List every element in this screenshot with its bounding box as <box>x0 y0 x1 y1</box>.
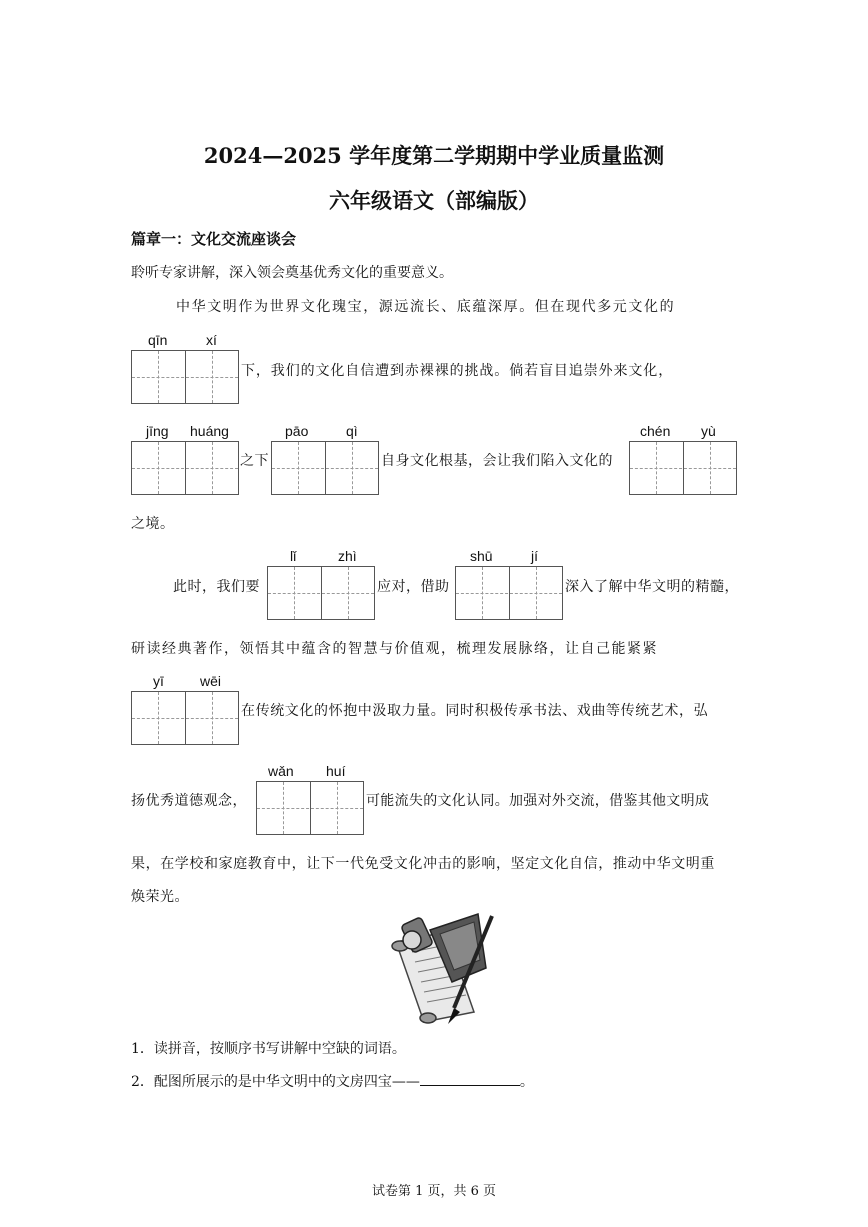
passage-line-2: 下，我们的文化自信遭到赤裸裸的挑战。倘若盲目追崇外来文化， <box>241 363 674 379</box>
section-intro: 聆听专家讲解，深入领会奠基优秀文化的重要意义。 <box>131 265 453 281</box>
pinyin-label: qì <box>346 423 358 439</box>
pinyin-label: huáng <box>190 423 229 439</box>
pinyin-label: yù <box>701 423 716 439</box>
exam-subtitle: 六年级语文（部编版） <box>329 188 539 213</box>
passage-line-5b: 应对，借助 <box>377 579 450 595</box>
question-2-end: 。 <box>519 1074 534 1090</box>
section-heading: 篇章一：文化交流座谈会 <box>131 230 297 248</box>
answer-box-4[interactable] <box>629 441 737 495</box>
passage-line-7: 在传统文化的怀抱中汲取力量。同时积极传承书法、戏曲等传统艺术，弘 <box>241 703 709 719</box>
pinyin-label: chén <box>640 423 671 439</box>
passage-line-4: 之境。 <box>131 516 175 532</box>
pinyin-label: yī <box>153 673 164 689</box>
page-footer: 试卷第 1 页，共 6 页 <box>371 1184 497 1199</box>
pinyin-label: zhì <box>338 548 357 564</box>
answer-box-6[interactable] <box>455 566 563 620</box>
answer-box-1[interactable] <box>131 350 239 404</box>
exam-title: 2024—2025 学年度第二学期期中学业质量监测 <box>203 143 665 168</box>
pinyin-label: wēi <box>200 673 222 689</box>
passage-line-6: 研读经典著作，领悟其中蕴含的智慧与价值观，梳理发展脉络，让自己能紧紧 <box>131 641 658 657</box>
question-1: 1．读拼音，按顺序书写讲解中空缺的词语。 <box>131 1041 406 1057</box>
pinyin-label: qīn <box>148 332 168 348</box>
answer-box-3[interactable] <box>271 441 379 495</box>
pinyin-label: wǎn <box>268 763 294 779</box>
answer-box-7[interactable] <box>131 691 239 745</box>
answer-blank[interactable] <box>420 1071 520 1086</box>
passage-line-10: 焕荣光。 <box>131 889 189 905</box>
passage-line-3a: 之下 <box>240 453 269 469</box>
answer-box-5[interactable] <box>267 566 375 620</box>
pinyin-label: pāo <box>285 423 309 439</box>
pinyin-label: jīng <box>146 423 169 439</box>
pinyin-label: shū <box>470 548 493 564</box>
pinyin-label: lǐ <box>290 548 297 564</box>
question-2 <box>131 1071 534 1091</box>
answer-box-8[interactable] <box>256 781 364 835</box>
answer-box-2[interactable] <box>131 441 239 495</box>
passage-line-3b: 自身文化根基，会让我们陷入文化的 <box>381 453 613 469</box>
passage-line-5c: 深入了解中华文明的精髓， <box>565 579 739 595</box>
pinyin-label: huí <box>326 763 346 779</box>
four-treasures-illustration <box>382 912 494 1026</box>
pinyin-label: xí <box>206 332 217 348</box>
question-2-text: 2．配图所展示的是中华文明中的文房四宝—— <box>131 1074 420 1090</box>
passage-line-5a: 此时，我们要 <box>173 579 260 595</box>
passage-line-9: 果，在学校和家庭教育中，让下一代免受文化冲击的影响，坚定文化自信，推动中华文明重 <box>131 856 715 872</box>
pinyin-label: jí <box>531 548 538 564</box>
passage-line-8a: 扬优秀道德观念， <box>131 793 247 809</box>
passage-line-8b: 可能流失的文化认同。加强对外交流，借鉴其他文明成 <box>366 793 710 809</box>
passage-line-1: 中华文明作为世界文化瑰宝，源远流长、底蕴深厚。但在现代多元文化的 <box>176 299 676 315</box>
